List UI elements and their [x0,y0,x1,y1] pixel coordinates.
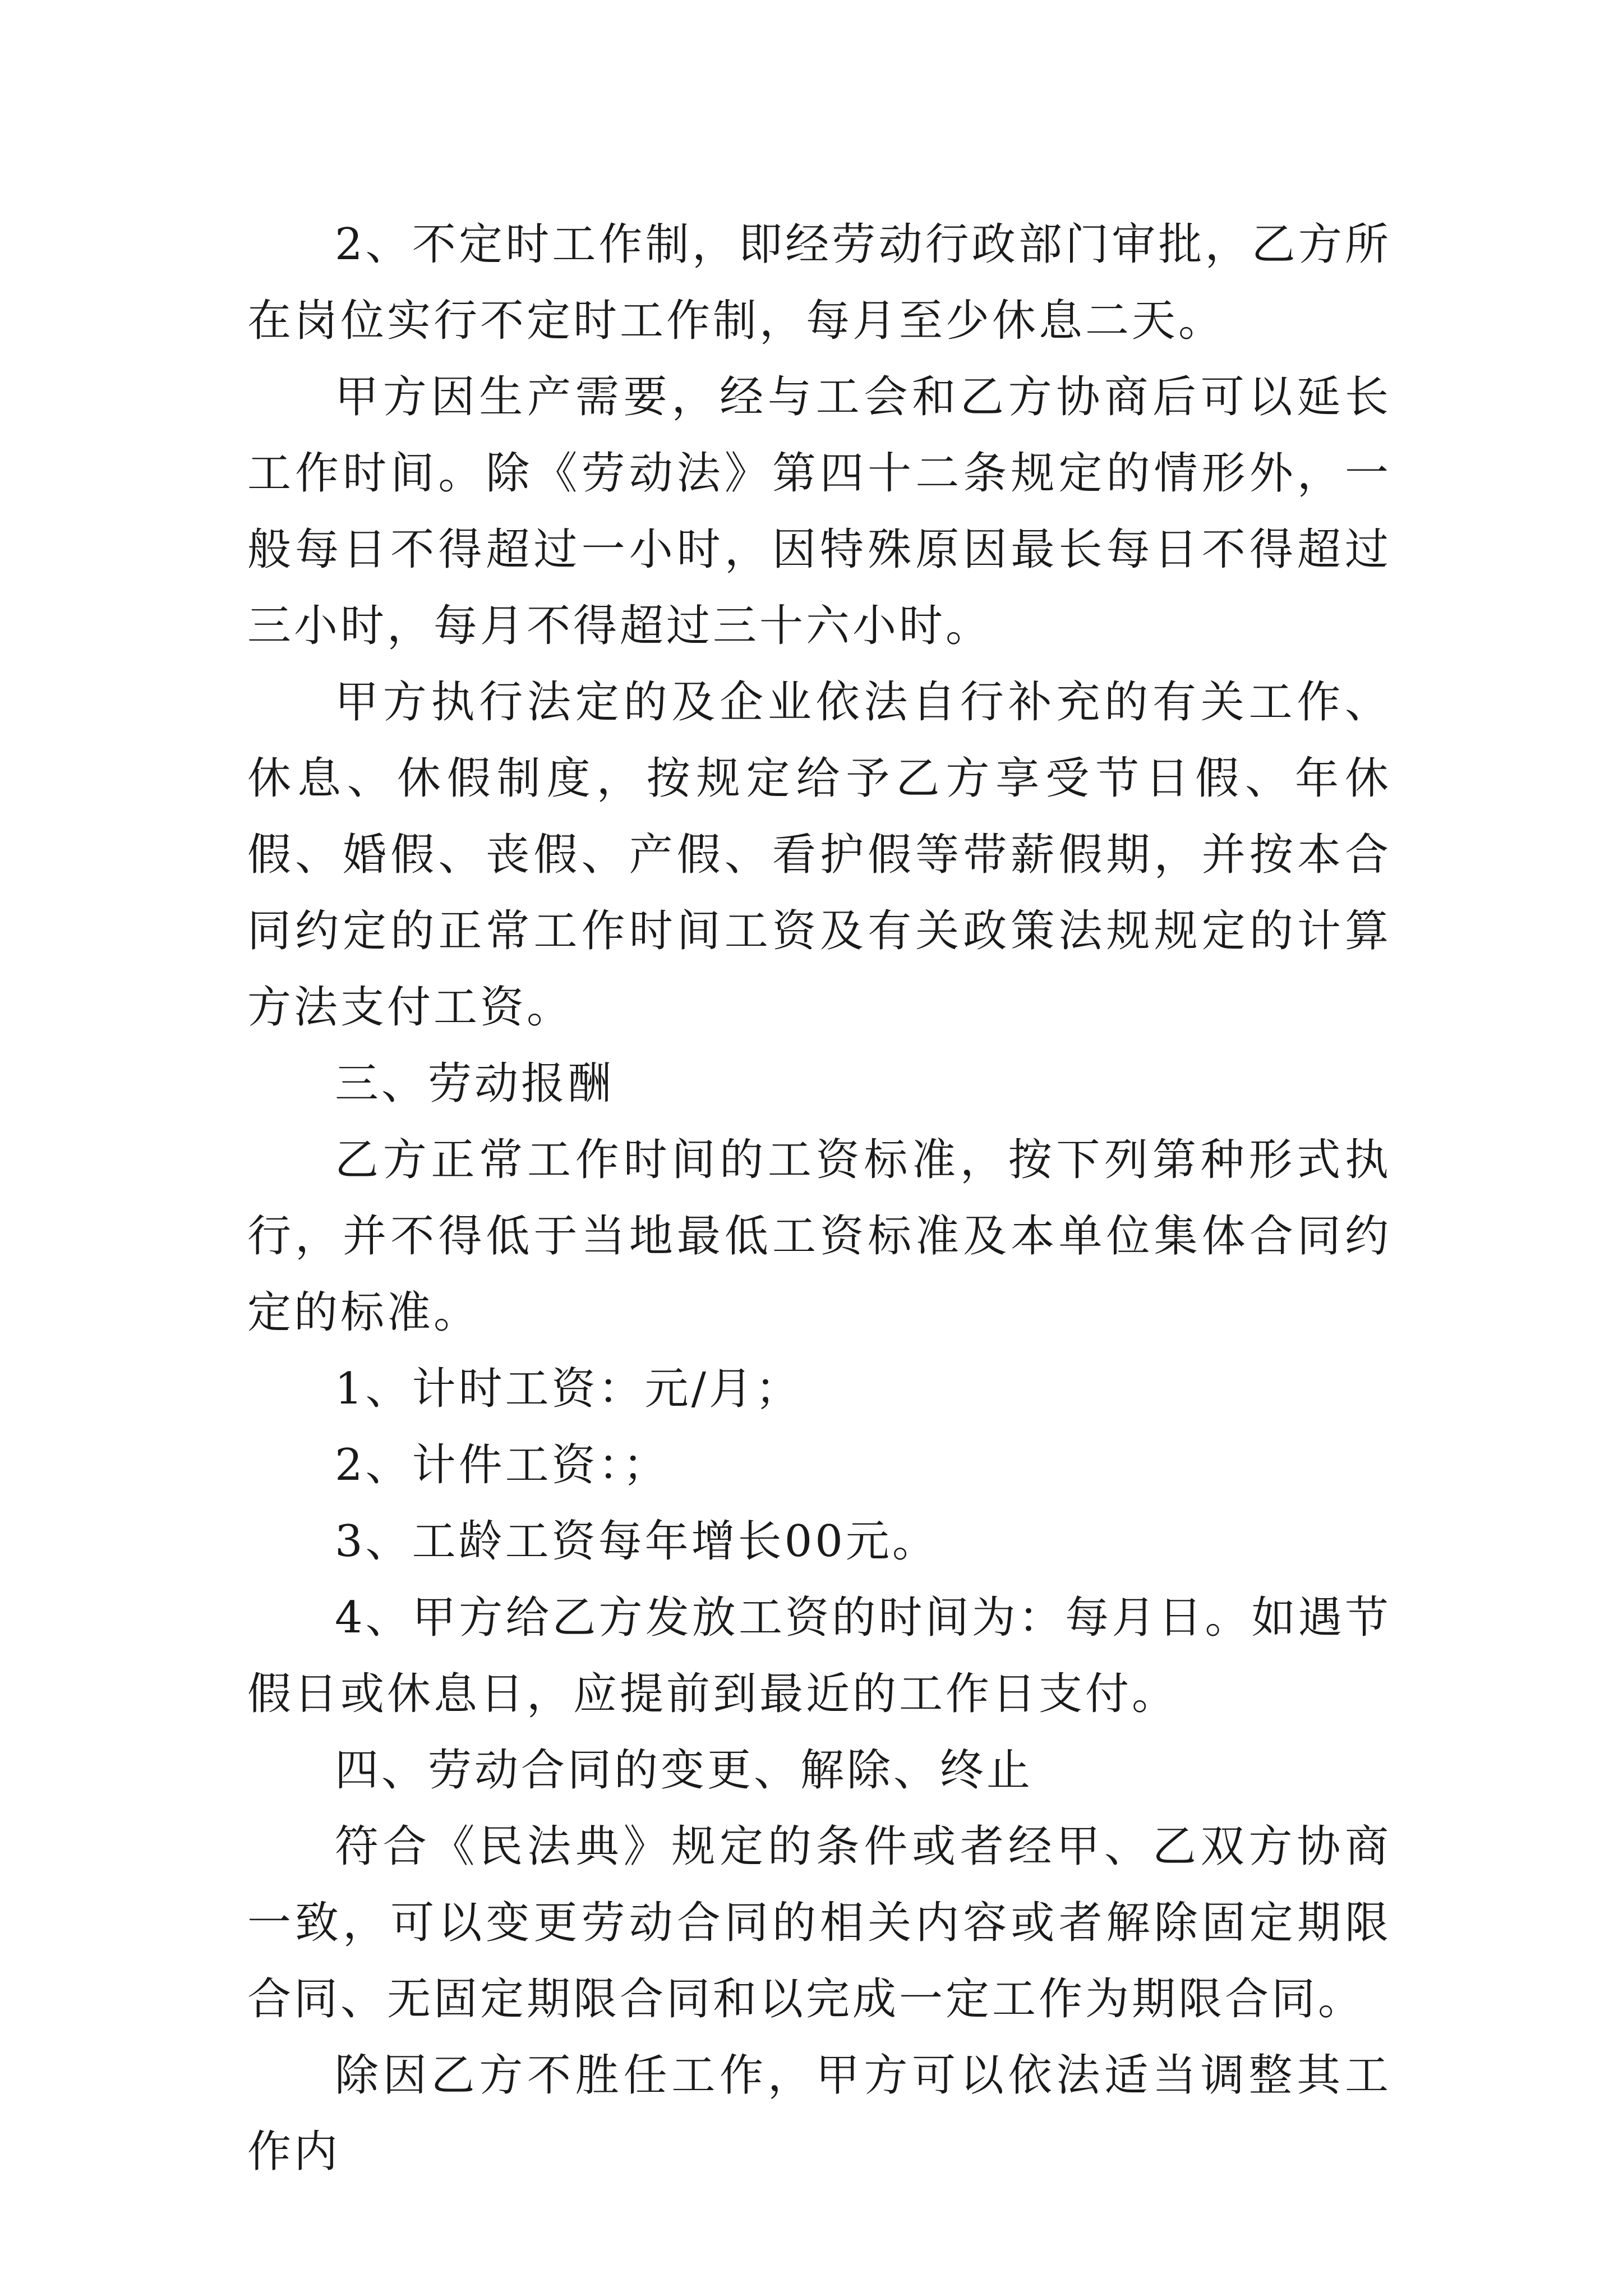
document-body [247,206,1391,2190]
list-item-seniority-wage: 3、工龄工资每年增长00元。 [335,1516,939,1567]
section-heading-remuneration: 三、劳动报酬 [335,1059,615,1109]
paragraph-irregular-working-hours: 2、不定时工作制，即经劳动行政部门审批，乙方所在岗位实行不定时工作制，每月至少休息二天。 [247,219,1391,346]
paragraph-wage-standard: 乙方正常工作时间的工资标准，按下列第种形式执行，并不得低于当地最低工资标准及本单位集体合同约定的标准。 [247,1135,1391,1338]
paragraph-job-adjustment: 除因乙方不胜任工作，甲方可以依法适当调整其工作内 [247,2050,1391,2177]
section-heading-contract-changes: 四、劳动合同的变更、解除、终止 [335,1745,1034,1796]
paragraph-overtime: 甲方因生产需要，经与工会和乙方协商后可以延长工作时间。除《劳动法》第四十二条规定的情形外，一般每日不得超过一小时，因特殊原因最长每日不得超过三小时，每月不得超过三十六小时。 [247,372,1391,651]
list-item-pay-date: 4、甲方给乙方发放工资的时间为：每月日。如遇节假日或休息日，应提前到最近的工作日支付。 [247,1593,1391,1719]
paragraph-contract-modification: 符合《民法典》规定的条件或者经甲、乙双方协商一致，可以变更劳动合同的相关内容或者解除固定期限合同、无固定期限合同和以完成一定工作为期限合同。 [247,1821,1391,2024]
paragraph-holidays-and-leave: 甲方执行法定的及企业依法自行补充的有关工作、休息、休假制度，按规定给予乙方享受节日假、年休假、婚假、丧假、产假、看护假等带薪假期，并按本合同约定的正常工作时间工资及有关政策法规规定的计算方法支付工资。 [247,677,1391,1033]
list-item-piece-wage: 2、计件工资：； [335,1440,670,1490]
list-item-hourly-wage: 1、计时工资：元/月； [335,1364,802,1414]
